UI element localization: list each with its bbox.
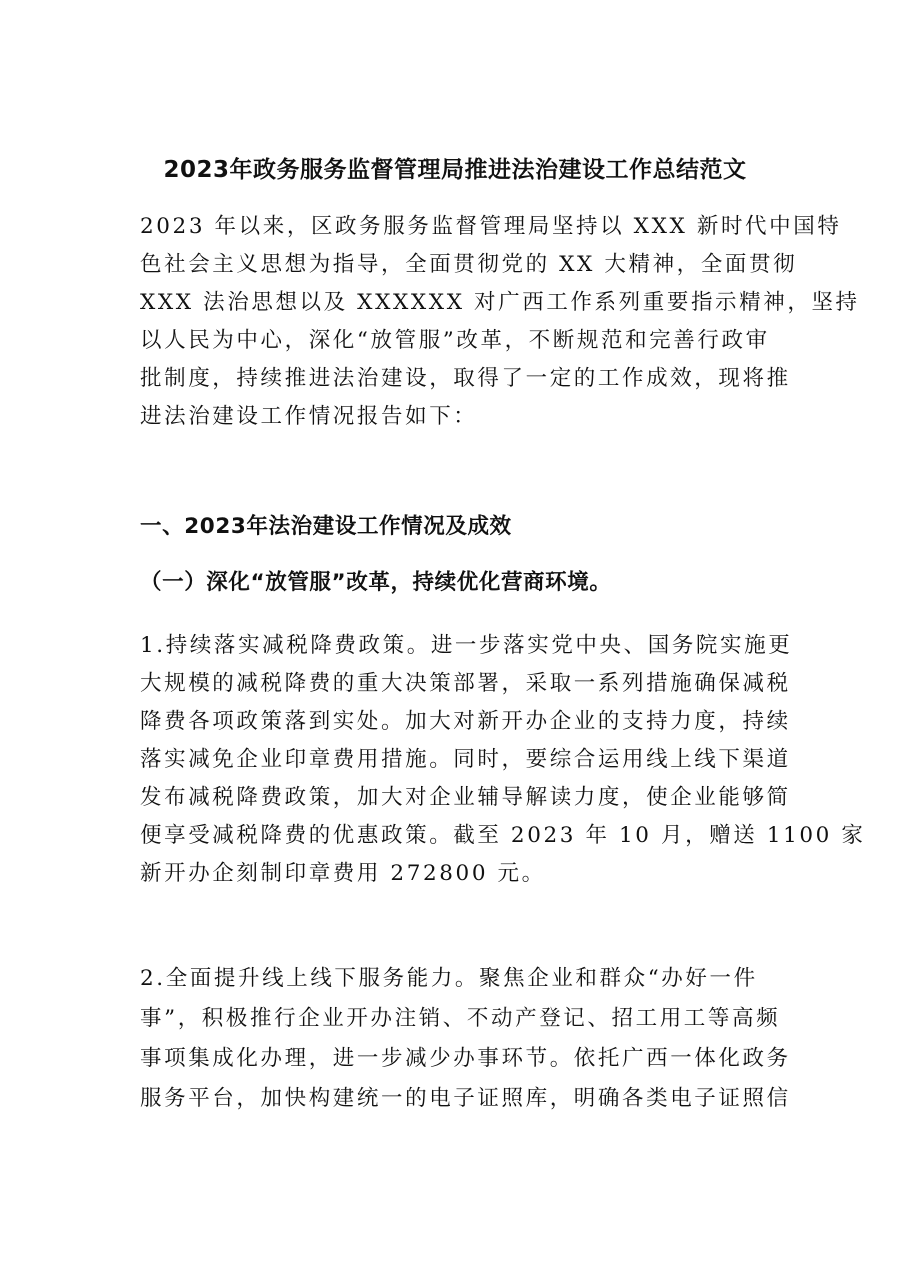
intro-line: 进法治建设工作情况报告如下： [140, 404, 478, 429]
item-1-line: 便享受减税降费的优惠政策。截至 2023 年 10 月，赠送 1100 家 [140, 823, 866, 848]
item-2-line: 事项集成化办理，进一步减少办事环节。依托广西一体化政务 [140, 1046, 791, 1071]
item-1-paragraph [140, 627, 866, 893]
item-2-line: 事”，积极推行企业开办注销、不动产登记、招工用工等高频 [140, 1006, 781, 1031]
subsection-heading: （一）深化“放管服”改革，持续优化营商环境。 [140, 570, 612, 595]
item-1-line: 大规模的减税降费的重大决策部署，采取一系列措施确保减税 [140, 671, 791, 696]
intro-paragraph [140, 208, 860, 436]
item-1-line: 1.持续落实减税降费政策。进一步落实党中央、国务院实施更 [140, 633, 793, 658]
item-2-paragraph [140, 960, 791, 1120]
intro-line: 以人民为中心，深化“放管服”改革，不断规范和完善行政审 [140, 328, 770, 353]
item-1-line: 发布减税降费政策，加大对企业辅导解读力度，使企业能够简 [140, 785, 791, 810]
intro-line: 2023 年以来，区政务服务监督管理局坚持以 XXX 新时代中国特 [140, 214, 842, 239]
document-title: 2023年政务服务监督管理局推进法治建设工作总结范文 [163, 157, 747, 183]
item-2-line: 服务平台，加快构建统一的电子证照库，明确各类电子证照信 [140, 1086, 791, 1111]
section-heading: 一、2023年法治建设工作情况及成效 [140, 514, 512, 539]
item-1-line: 降费各项政策落到实处。加大对新开办企业的支持力度，持续 [140, 709, 791, 734]
item-1-line: 新开办企刻制印章费用 272800 元。 [140, 861, 546, 886]
intro-line: XXX 法治思想以及 XXXXXX 对广西工作系列重要指示精神，坚持 [140, 290, 860, 315]
item-2-line: 2.全面提升线上线下服务能力。聚焦企业和群众“办好一件 [140, 966, 758, 991]
intro-line: 批制度，持续推进法治建设，取得了一定的工作成效，现将推 [140, 366, 791, 391]
item-1-line: 落实减免企业印章费用措施。同时，要综合运用线上线下渠道 [140, 747, 791, 772]
intro-line: 色社会主义思想为指导，全面贯彻党的 XX 大精神，全面贯彻 [140, 252, 798, 277]
